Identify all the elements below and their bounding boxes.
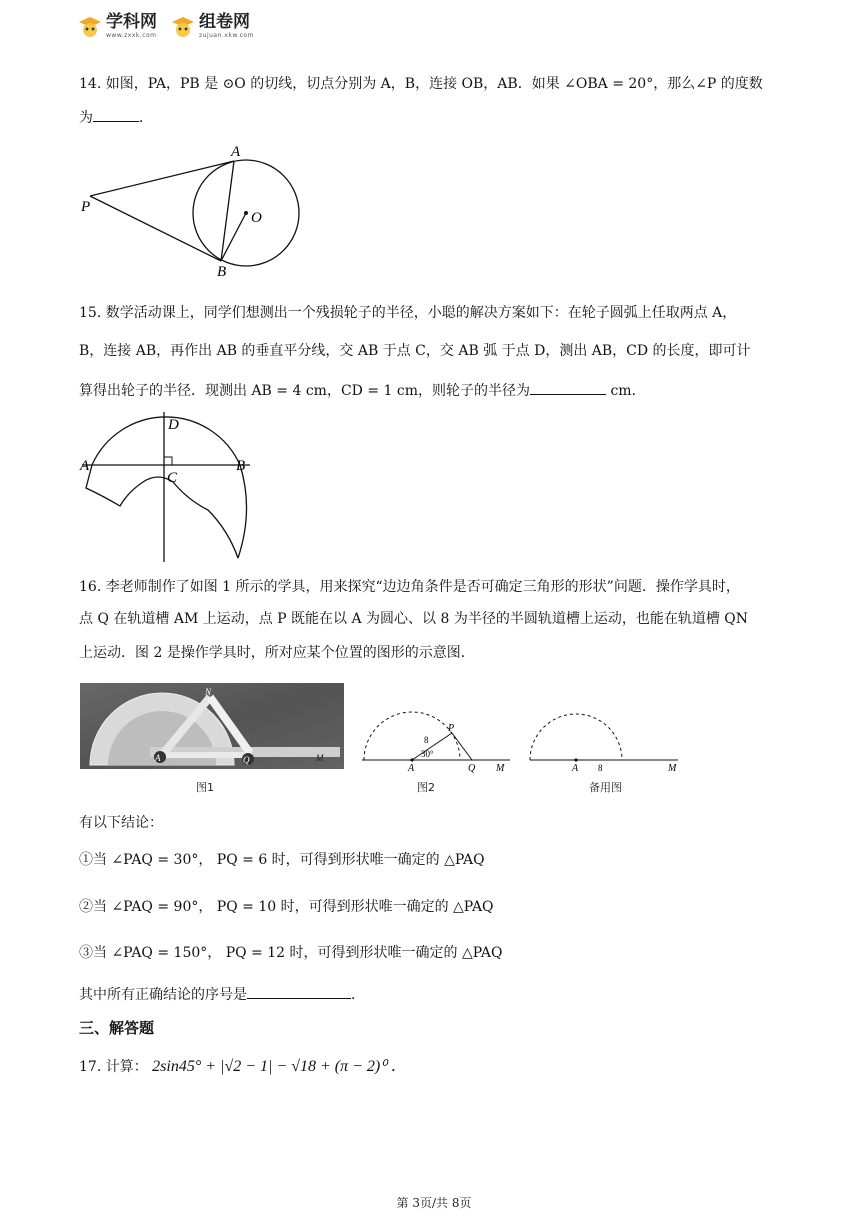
logo-xuekewang (78, 14, 157, 39)
q16-conclusions-intro: 有以下结论： (79, 815, 163, 831)
q16-line3: 上运动．图 2 是操作学具时，所对应某个位置的图形的示意图． (79, 645, 475, 661)
q16-answer-suffix: ． (351, 987, 365, 1003)
fig3-label-M: M (668, 763, 677, 774)
q15-line2: B，连接 AB，再作出 AB 的垂直平分线，交 AB 于点 C，交 AB 弧 于点 D，测出 AB，CD 的长度，即可计 (79, 343, 751, 359)
label-D: D (168, 417, 179, 433)
q16-line1: 16. 李老师制作了如图 1 所示的学具，用来探究“边边角条件是否可确定三角形的形状”问题．操作学具时， (79, 579, 740, 595)
q14-suffix: ． (139, 110, 153, 126)
logo-icon (78, 16, 102, 38)
caption-fig1: 图1 (196, 781, 214, 794)
logo-name: 组卷网 (199, 12, 250, 32)
fig1-label-N: N (205, 687, 212, 697)
q16-answer-line (79, 981, 791, 1009)
fig2-label-M: M (496, 763, 505, 774)
logo-url: www.zxxk.com (106, 32, 157, 39)
q15-line3 (79, 377, 791, 405)
fig2-label-Q: Q (468, 763, 476, 774)
logo-name: 学科网 (106, 12, 157, 32)
fig2-label-angle: 30° (421, 749, 434, 759)
q16-line2: 点 Q 在轨道槽 AM 上运动，点 P 既能在以 A 为圆心、以 8 为半径的半圆轨道槽上运动，也能在轨道槽 QN (79, 611, 749, 627)
logo-zujuanwang (171, 14, 254, 39)
logo-icon (171, 16, 195, 38)
caption-fig3: 备用图 (589, 781, 622, 794)
caption-fig2: 图2 (417, 781, 435, 794)
q16-figure1-photo (80, 683, 344, 769)
q15-figure (78, 410, 258, 565)
fig2-label-len: 8 (424, 735, 429, 745)
q14-line2 (79, 104, 791, 132)
q17-line (79, 1053, 791, 1081)
q15-suffix: cm． (610, 383, 646, 399)
fig1-label-A: A (155, 753, 161, 763)
label-C: C (167, 470, 178, 486)
q14-prefix: 为 (79, 110, 93, 126)
header-logos (78, 14, 254, 39)
fig2-label-P: P (448, 723, 455, 734)
q16-conclusion-3: ③当 ∠PAQ = 150°， PQ = 12 时，可得到形状唯一确定的 △PAQ (79, 945, 503, 961)
q15-line1: 15. 数学活动课上，同学们想测出一个残损轮子的半径，小聪的解决方案如下：在轮子圆弧上任取两点 A， (79, 305, 737, 321)
fig3-label-len: 8 (598, 763, 603, 773)
q17-prefix: 17. 计算： (79, 1059, 148, 1075)
q16-conclusion-1: ①当 ∠PAQ = 30°， PQ = 6 时，可得到形状唯一确定的 △PAQ (79, 852, 485, 868)
label-O: O (251, 210, 262, 226)
page-footer: 第 3页/共 8页 (396, 1196, 472, 1210)
label-A: A (80, 458, 90, 474)
q16-conclusion-2: ②当 ∠PAQ = 90°， PQ = 10 时，可得到形状唯一确定的 △PAQ (79, 899, 494, 915)
q14-line1: 14. 如图，PA，PB 是 ⊙O 的切线，切点分别为 A，B，连接 OB，AB．如果 ∠OBA = 20°，那么∠P 的度数 (79, 76, 763, 92)
logo-url: zujuan.xkw.com (199, 32, 254, 39)
q17-expression: 2sin45° + |√2 − 1| − √18 + (π − 2)⁰ ． (152, 1058, 407, 1075)
fig2-label-A: A (408, 763, 415, 774)
q15-answer-blank (530, 380, 606, 395)
q14-figure (78, 140, 318, 280)
q16-answer-blank (247, 984, 351, 999)
label-P: P (81, 199, 91, 215)
label-A: A (231, 144, 241, 160)
q15-prefix: 算得出轮子的半径．现测出 AB = 4 cm，CD = 1 cm，则轮子的半径为 (79, 383, 530, 399)
fig1-label-M: M (316, 753, 324, 763)
label-B: B (217, 264, 227, 280)
q16-backup-figure (528, 705, 688, 775)
section-heading: 三、解答题 (79, 1019, 155, 1037)
fig1-label-Q: Q (243, 755, 250, 765)
q14-answer-blank (93, 107, 139, 122)
q16-answer-prefix: 其中所有正确结论的序号是 (79, 987, 247, 1003)
fig3-label-A: A (572, 763, 579, 774)
q16-figure2 (360, 705, 520, 775)
label-B: B (236, 458, 246, 474)
